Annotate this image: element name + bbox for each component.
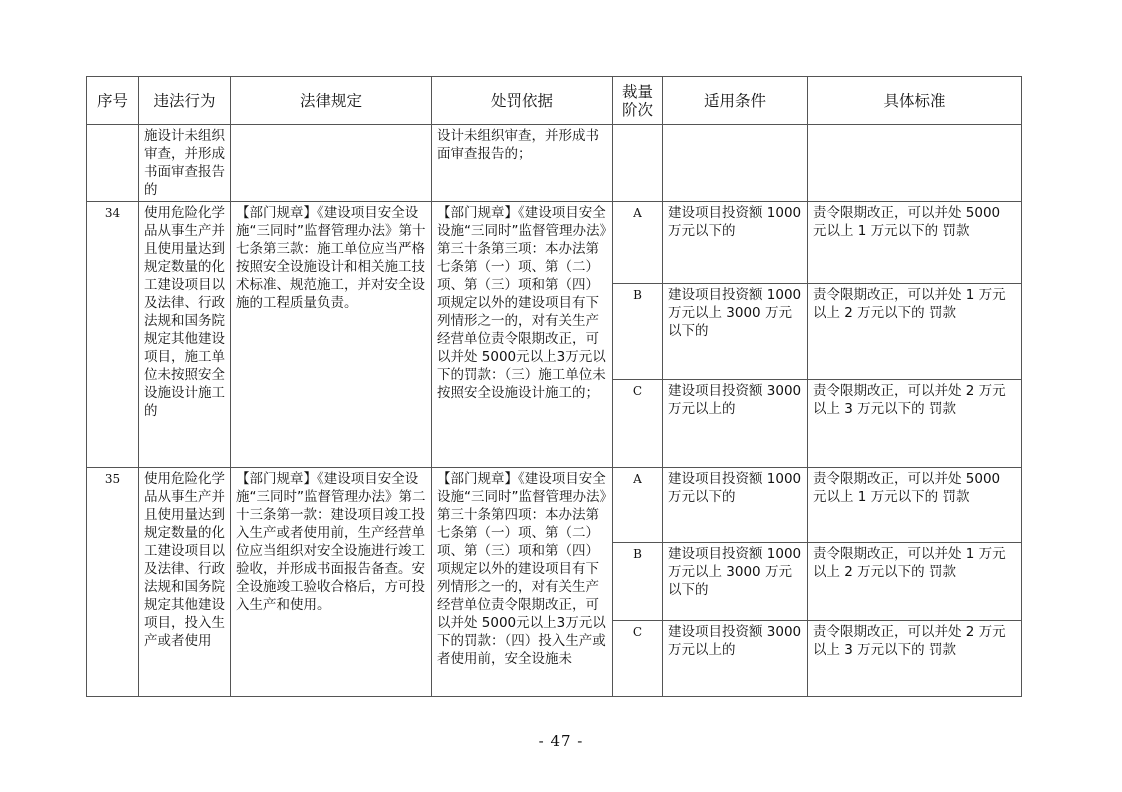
cell-penalty-basis: 【部门规章】《建设项目安全设施“三同时”监督管理办法》第三十条第三项：本办法第七条第（一）项、第（二）项、第（三）项和第（四）项规定以外的建设项目有下列情形之一的，对有关生产经营单位责令限期改正，可以并处 5000元以上3万元以下的罚款：（三）施工单位未按照安全设施设计施工的； — [432, 202, 613, 468]
cell-standard: 责令限期改正，可以并处 2 万元以上 3 万元以下的 罚款 — [808, 621, 1022, 697]
cell-tier: B — [613, 284, 663, 380]
cell-condition — [663, 125, 808, 202]
cell-serial-no — [87, 125, 139, 202]
cell-tier: A — [613, 468, 663, 543]
cell-violation: 使用危险化学品从事生产并且使用量达到规定数量的化工建设项目以及法律、行政法规和国务院规定其他建设项目，投入生产或者使用 — [139, 468, 231, 697]
cell-tier: C — [613, 380, 663, 468]
cell-violation: 使用危险化学品从事生产并且使用量达到规定数量的化工建设项目以及法律、行政法规和国务院规定其他建设项目，施工单位未按照安全设施设计施工的 — [139, 202, 231, 468]
cell-legal-provision: 【部门规章】《建设项目安全设施“三同时”监督管理办法》第二十三条第一款：建设项目竣工投入生产或者使用前，生产经营单位应当组织对安全设施进行竣工验收，并形成书面报告备查。安全设施竣工验收合格后，方可投入生产和使用。 — [231, 468, 432, 697]
cell-legal-provision: 【部门规章】《建设项目安全设施“三同时”监督管理办法》第十七条第三款：施工单位应当严格按照安全设施设计和相关施工技术标准、规范施工，并对安全设施的工程质量负责。 — [231, 202, 432, 468]
cell-violation: 施设计未组织审查，并形成书面审查报告的 — [139, 125, 231, 202]
table-header-row — [87, 77, 1022, 125]
table-row — [87, 468, 1022, 543]
cell-tier — [613, 125, 663, 202]
header-serial-no: 序号 — [87, 77, 139, 125]
cell-condition: 建设项目投资额 3000 万元以上的 — [663, 380, 808, 468]
cell-standard — [808, 125, 1022, 202]
cell-condition: 建设项目投资额 1000 万元以上 3000 万元以下的 — [663, 543, 808, 621]
cell-condition: 建设项目投资额 1000 万元以下的 — [663, 202, 808, 284]
cell-serial-no: 35 — [87, 468, 139, 697]
cell-tier: B — [613, 543, 663, 621]
cell-condition: 建设项目投资额 1000 万元以下的 — [663, 468, 808, 543]
header-penalty-basis: 处罚依据 — [432, 77, 613, 125]
header-specific-standard: 具体标准 — [808, 77, 1022, 125]
penalty-standards-table — [86, 76, 1022, 697]
cell-standard: 责令限期改正，可以并处 5000 元以上 1 万元以下的 罚款 — [808, 202, 1022, 284]
header-applicable-condition: 适用条件 — [663, 77, 808, 125]
cell-tier: A — [613, 202, 663, 284]
cell-standard: 责令限期改正，可以并处 1 万元以上 2 万元以下的 罚款 — [808, 543, 1022, 621]
cell-condition: 建设项目投资额 1000 万元以上 3000 万元以下的 — [663, 284, 808, 380]
cell-serial-no: 34 — [87, 202, 139, 468]
cell-standard: 责令限期改正，可以并处 2 万元以上 3 万元以下的 罚款 — [808, 380, 1022, 468]
header-legal-provision: 法律规定 — [231, 77, 432, 125]
cell-standard: 责令限期改正，可以并处 1 万元以上 2 万元以下的 罚款 — [808, 284, 1022, 380]
page-number: - 47 - — [538, 732, 584, 750]
cell-tier: C — [613, 621, 663, 697]
cell-standard: 责令限期改正，可以并处 5000 元以上 1 万元以下的 罚款 — [808, 468, 1022, 543]
table-row — [87, 202, 1022, 284]
header-discretion-tier: 裁量阶次 — [613, 77, 663, 125]
cell-penalty-basis: 设计未组织审查，并形成书面审查报告的； — [432, 125, 613, 202]
cell-condition: 建设项目投资额 3000 万元以上的 — [663, 621, 808, 697]
cell-penalty-basis: 【部门规章】《建设项目安全设施“三同时”监督管理办法》第三十条第四项：本办法第七条第（一）项、第（二）项、第（三）项和第（四）项规定以外的建设项目有下列情形之一的，对有关生产经营单位责令限期改正，可以并处 5000元以上3万元以下的罚款：（四）投入生产或者使用前，安全设施未 — [432, 468, 613, 697]
header-violation: 违法行为 — [139, 77, 231, 125]
table-row-continuation — [87, 125, 1022, 202]
cell-legal-provision — [231, 125, 432, 202]
